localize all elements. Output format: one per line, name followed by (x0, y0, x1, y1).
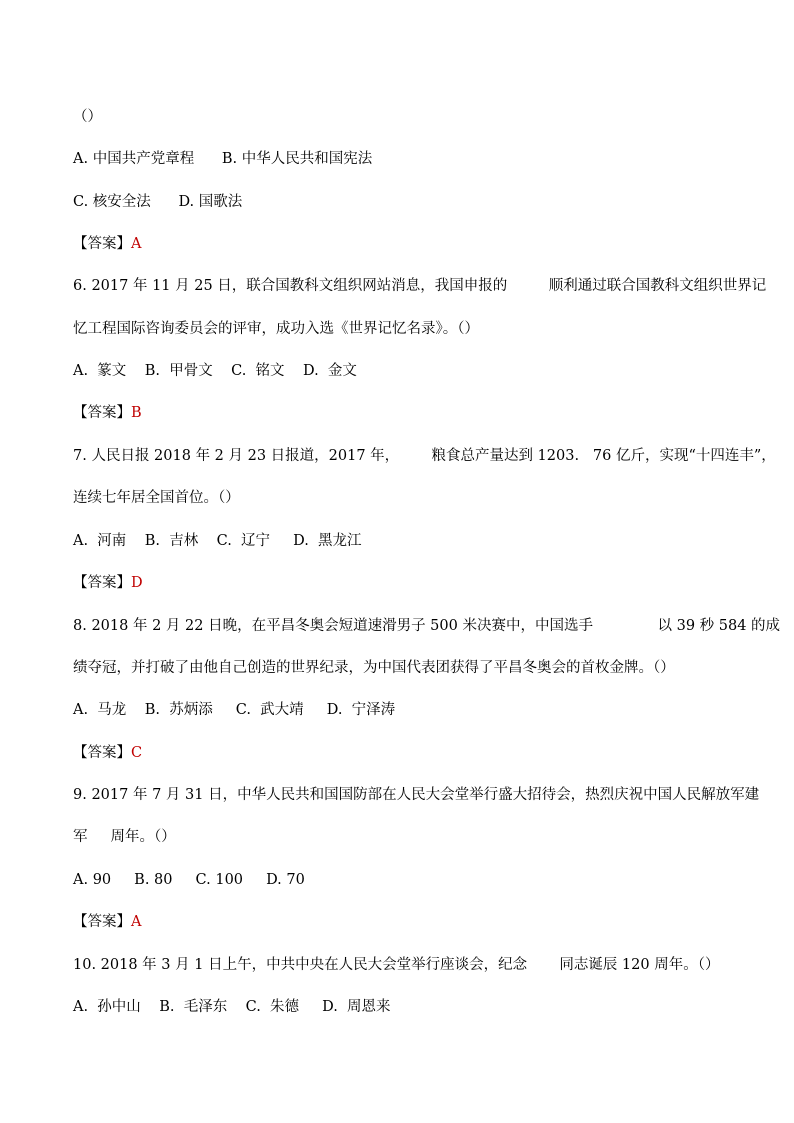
q7-stem-line1: 7. 人民日报 2018 年 2 月 23 日报道，2017 年， 粮食总产量达到 1203. 76 亿斤，实现“十四连丰”， (73, 448, 776, 464)
answer-label: 【答案】 (73, 914, 131, 930)
q6-options: A. 篆文 B. 甲骨文 C. 铭文 D. 金文 (73, 363, 357, 379)
q7-options: A. 河南 B. 吉林 C. 辽宁 D. 黑龙江 (73, 533, 362, 549)
answer-value: B (131, 405, 142, 421)
q10-options: A. 孙中山 B. 毛泽东 C. 朱德 D. 周恩来 (73, 999, 391, 1015)
answer-label: 【答案】 (73, 745, 131, 761)
answer-label: 【答案】 (73, 236, 131, 252)
q9-stem-line2: 军 周年。（） (73, 829, 176, 845)
answer-label: 【答案】 (73, 405, 131, 421)
q5-stem-tail: （） (73, 109, 102, 125)
q8-answer (73, 743, 142, 763)
q9-answer (73, 912, 141, 932)
q5-answer (73, 234, 141, 254)
answer-value: A (131, 914, 142, 930)
q9-stem-line1: 9. 2017 年 7 月 31 日，中华人民共和国国防部在人民大会堂举行盛大招待会，热烈庆祝中国人民解放军建 (73, 787, 760, 803)
q6-answer (73, 403, 142, 423)
q5-options-ab: A. 中国共产党章程 B. 中华人民共和国宪法 (73, 151, 373, 167)
q8-stem-line1: 8. 2018 年 2 月 22 日晚，在平昌冬奥会短道速滑男子 500 米决赛中，中国选手 以 39 秒 584 的成 (73, 618, 781, 634)
answer-label: 【答案】 (73, 575, 131, 591)
q9-options: A. 90 B. 80 C. 100 D. 70 (73, 872, 305, 888)
q7-answer (73, 573, 143, 593)
answer-value: A (131, 236, 142, 252)
answer-value: D (131, 575, 143, 591)
q5-options-cd: C. 核安全法 D. 国歌法 (73, 194, 243, 210)
q8-stem-line2: 绩夺冠，并打破了由他自己创造的世界纪录，为中国代表团获得了平昌冬奥会的首枚金牌。（） (73, 660, 675, 676)
q6-stem-line2: 忆工程国际咨询委员会的评审，成功入选《世界记忆名录》。（） (73, 321, 479, 337)
q7-stem-line2: 连续七年居全国首位。（） (73, 490, 240, 506)
q6-stem-line1: 6. 2017 年 11 月 25 日，联合国教科文组织网站消息，我国申报的 顺利通过联合国教科文组织世界记 (73, 278, 767, 294)
q8-options: A. 马龙 B. 苏炳添 C. 武大靖 D. 宁泽涛 (73, 702, 396, 718)
q10-stem-line1: 10. 2018 年 3 月 1 日上午，中共中央在人民大会堂举行座谈会，纪念 同志诞辰 120 周年。（） (73, 957, 720, 973)
answer-value: C (131, 745, 143, 761)
